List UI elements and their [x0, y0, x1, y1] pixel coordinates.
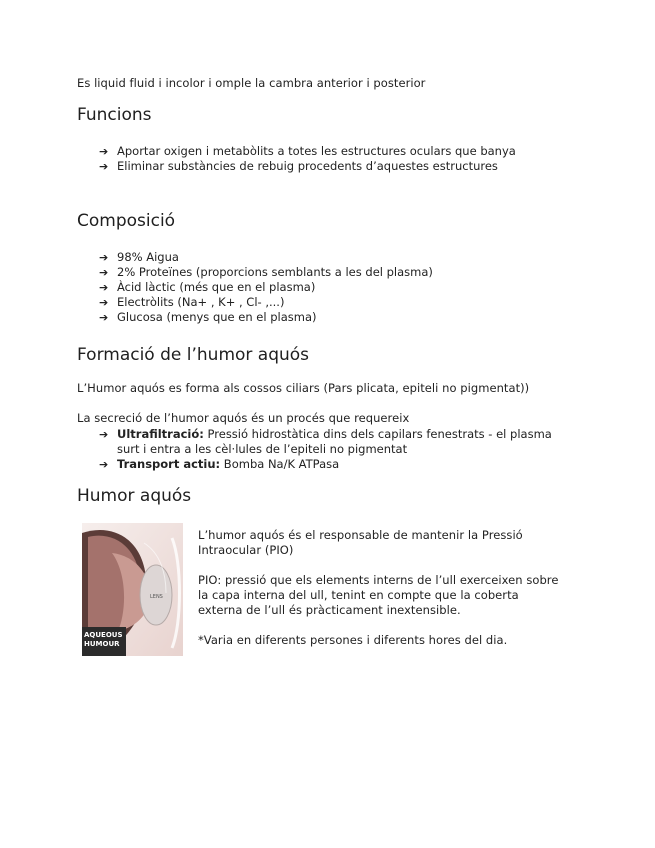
list-item: ➔ Ultrafiltració: Pressió hidrostàtica dins dels capilars fenestrats - el plasma — [99, 427, 552, 441]
humor-p2-line3: externa de l’ull és pràcticament inextensible. — [198, 603, 461, 617]
image-label-humour: HUMOUR — [84, 640, 120, 648]
section-heading-composicio: Composició — [77, 211, 176, 231]
intro-text: Es liquid fluid i incolor i omple la cambra anterior i posterior — [77, 76, 426, 90]
list-item: ➔ 2% Proteïnes (proporcions semblants a les del plasma) — [99, 265, 433, 279]
list-item: ➔ Àcid làctic (més que en el plasma) — [99, 280, 316, 294]
list-item-continuation: surt i entra a les cèl·lules de l’epiteli no pigmentat — [117, 442, 408, 456]
arrow-bullet-icon: ➔ — [99, 281, 109, 294]
humor-p2-line2: la capa interna del ull, tenint en compte que la coberta — [198, 588, 519, 602]
term-transport-actiu: Transport actiu: — [117, 457, 221, 471]
arrow-bullet-icon: ➔ — [99, 145, 109, 158]
list-item: ➔ Glucosa (menys que en el plasma) — [99, 310, 317, 324]
list-item: ➔ Aportar oxigen i metabòlits a totes les estructures oculars que banya — [99, 144, 516, 158]
humor-p1-line1: L’humor aquós és el responsable de mantenir la Pressió — [198, 528, 523, 542]
arrow-bullet-icon: ➔ — [99, 266, 109, 279]
formacio-list — [99, 427, 552, 472]
list-item: ➔ Electròlits (Na+ , K+ , Cl- ,...) — [99, 295, 285, 309]
image-label-aqueous: AQUEOUS — [84, 631, 123, 639]
eye-anatomy-image — [82, 523, 183, 656]
arrow-bullet-icon: ➔ — [99, 160, 109, 173]
composicio-list — [99, 250, 433, 325]
lens-label: LENS — [150, 594, 163, 600]
section-heading-funcions: Funcions — [77, 105, 152, 125]
section-heading-humor: Humor aquós — [77, 486, 192, 506]
arrow-bullet-icon: ➔ — [99, 428, 109, 441]
humor-p3: *Varia en diferents persones i diferents hores del dia. — [198, 633, 508, 647]
formacio-paragraph-1: L’Humor aquós es forma als cossos ciliars (Pars plicata, epiteli no pigmentat)) — [77, 381, 530, 395]
formacio-paragraph-2: La secreció de l’humor aquós és un procés que requereix — [77, 411, 410, 425]
arrow-bullet-icon: ➔ — [99, 251, 109, 264]
arrow-bullet-icon: ➔ — [99, 458, 109, 471]
list-item: ➔ Transport actiu: Bomba Na/K ATPasa — [99, 457, 340, 471]
section-heading-formacio: Formació de l’humor aquós — [77, 345, 310, 365]
arrow-bullet-icon: ➔ — [99, 296, 109, 309]
humor-p1-line2: Intraocular (PIO) — [198, 543, 294, 557]
list-item: ➔ 98% Aigua — [99, 250, 179, 264]
term-ultrafiltracio: Ultrafiltració: — [117, 427, 204, 441]
list-item: ➔ Eliminar substàncies de rebuig procedents d’aquestes estructures — [99, 159, 498, 173]
humor-p2-line1: PIO: pressió que els elements interns de l’ull exerceixen sobre — [198, 573, 559, 587]
arrow-bullet-icon: ➔ — [99, 311, 109, 324]
funcions-list — [99, 144, 516, 174]
